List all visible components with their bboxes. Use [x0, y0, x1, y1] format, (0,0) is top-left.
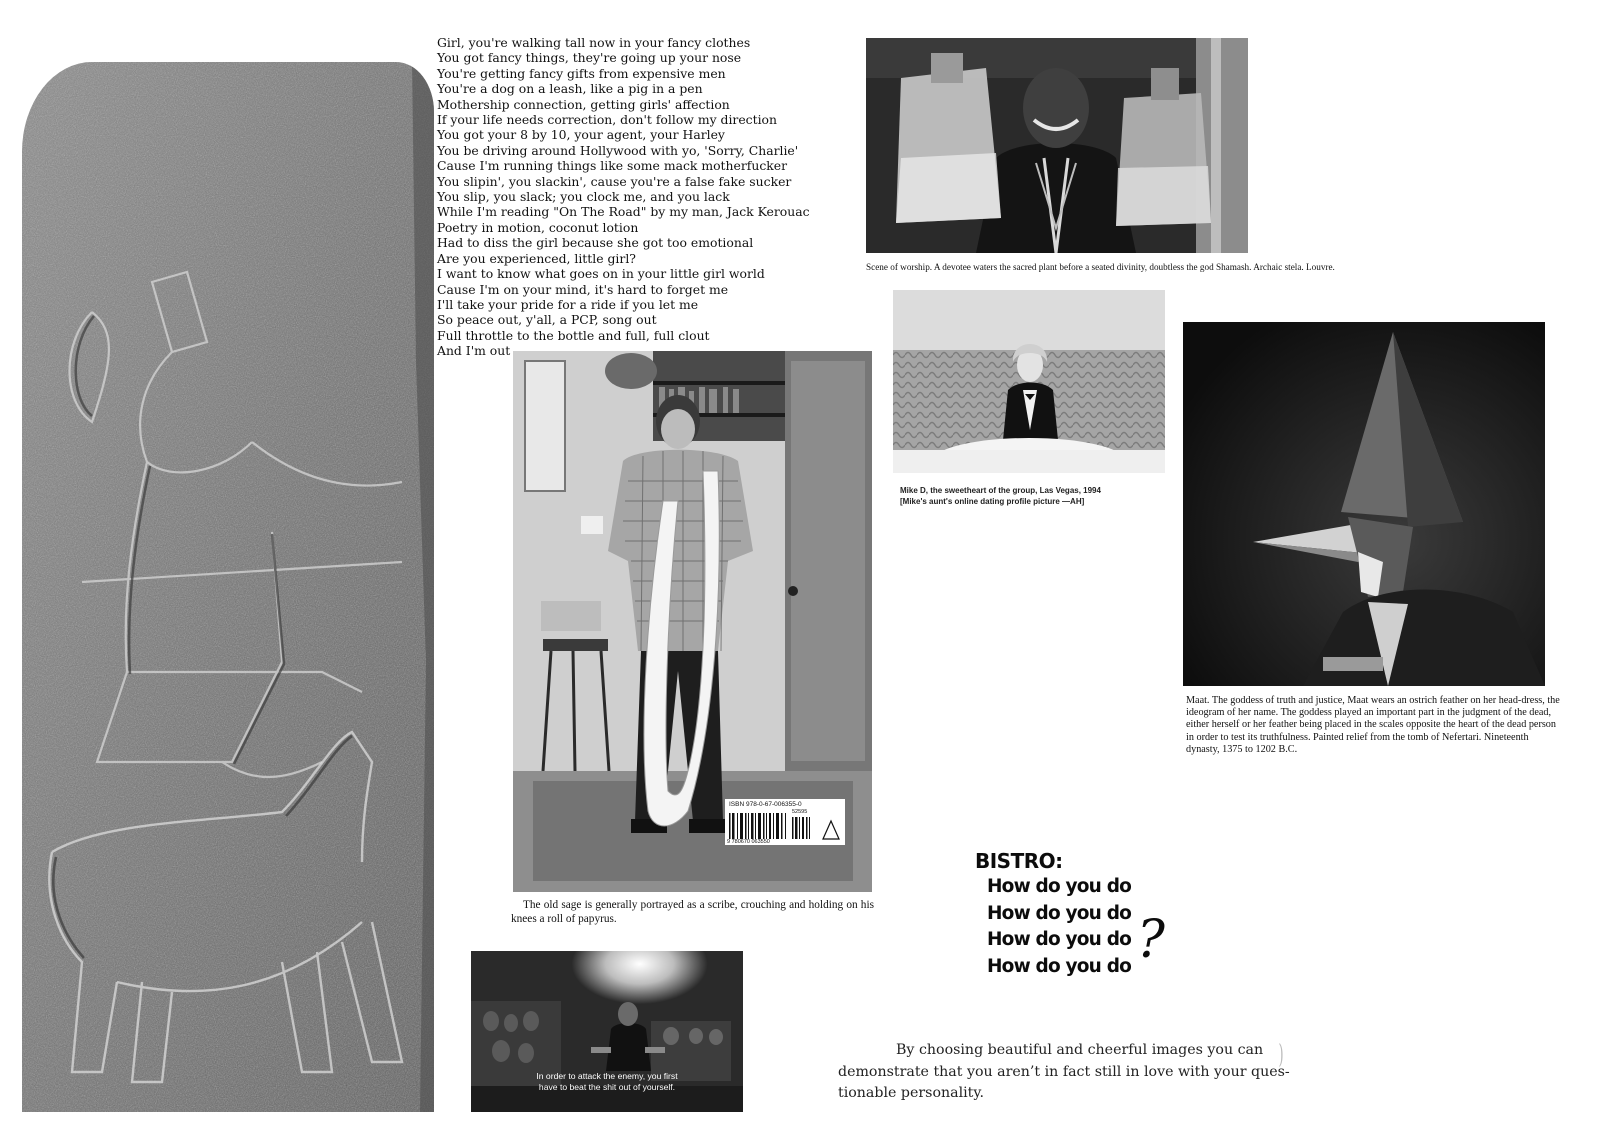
closing-line: demonstrate that you aren’t in fact still in love with your ques-: [838, 1063, 1290, 1080]
bistro-title: BISTRO:: [975, 849, 1063, 873]
lyric-line: You're getting fancy gifts from expensive men: [437, 65, 726, 81]
zizek-subtitle: [471, 1071, 743, 1093]
kerouac-scroll-photo: [513, 351, 872, 892]
lyrics-block: [437, 35, 867, 359]
closing-line: tionable personality.: [838, 1085, 984, 1101]
closing-paragraph: [838, 1040, 1290, 1105]
mike-d-caption: [900, 485, 1200, 507]
mike-d-caption-line2: [Mike's aunt's online dating profile picture —AH]: [900, 497, 1085, 506]
bistro-block: [975, 848, 1235, 980]
scribe-caption: The old sage is generally portrayed as a scribe, crouching and holding on his knees a roll of papyrus.: [511, 899, 874, 925]
maat-caption: Maat. The goddess of truth and justice, Maat wears an ostrich feather on her head-dress, the ideogram of her name. The goddess played an important part in the judgment of the dead, either herself or her feather being placed in the scales opposite the heart of the dead person in order to test its truthfulness. Painted relief from the tomb of Nefertari. Nineteenth dynasty, 1375 to 1202 B.C.: [1186, 695, 1560, 755]
lyric-line: Mothership connection, getting girls' affection: [437, 96, 730, 112]
bracket-mark-icon: ): [1278, 1040, 1284, 1070]
lyric-line: You slipin', you slackin', cause you're a false fake sucker: [437, 173, 792, 189]
mike-d-caption-line1: Mike D, the sweetheart of the group, Las Vegas, 1994: [900, 486, 1101, 495]
closing-line: By choosing beautiful and cheerful images you can: [896, 1042, 1264, 1058]
lyric-line: I'll take your pride for a ride if you let me: [437, 296, 699, 312]
lyric-line: You got fancy things, they're going up your nose: [437, 50, 742, 66]
bistro-line: How do you do: [987, 955, 1132, 977]
lyric-line: You're a dog on a leash, like a pig in a pen: [437, 81, 703, 97]
stela-relief-image: [22, 62, 434, 1112]
lyric-line: If your life needs correction, don't follow my direction: [437, 112, 777, 128]
lyric-line: Cause I'm on your mind, it's hard to forget me: [437, 281, 729, 297]
isbn-text: ISBN 978-0-67-006355-0: [729, 801, 802, 808]
lyric-line: I want to know what goes on in your little girl world: [437, 266, 765, 282]
mike-d-photo: [893, 290, 1165, 473]
barcode-number: 9 780670 063550: [727, 839, 770, 845]
bistro-line: How do you do: [987, 929, 1132, 950]
bistro-question-mark: ?: [1137, 910, 1165, 970]
lyric-line: Full throttle to the bottle and full, full clout: [437, 327, 710, 343]
price-code-text: 52595: [792, 809, 808, 815]
lyric-line: Cause I'm running things like some mack motherfucker: [437, 158, 788, 174]
maat-photo: [1183, 322, 1545, 686]
lyric-line: And I'm out: [437, 343, 511, 359]
lyric-line: Had to diss the girl because she got too emotional: [437, 235, 754, 251]
zizek-subtitle-line2: have to beat the shit out of yourself.: [538, 1082, 676, 1092]
zizek-film-still: [471, 951, 743, 1112]
lyric-line: You slip, you slack; you clock me, and you lack: [437, 189, 730, 205]
lyric-line: Poetry in motion, coconut lotion: [437, 219, 639, 235]
lyric-line: Girl, you're walking tall now in your fancy clothes: [437, 35, 751, 50]
devotee-caption: Scene of worship. A devotee waters the sacred plant before a seated divinity, doubtless the god Shamash. Archaic stela. Louvre.: [866, 262, 1335, 272]
zizek-subtitle-line1: In order to attack the enemy, you first: [536, 1071, 678, 1081]
lyric-line: So peace out, y'all, a PCP, song out: [437, 312, 657, 328]
lyric-line: While I'm reading "On The Road" by my man, Jack Kerouac: [437, 204, 810, 220]
lyric-line: You be driving around Hollywood with yo, 'Sorry, Charlie': [437, 142, 799, 158]
lyric-line: Are you experienced, little girl?: [437, 250, 636, 266]
bistro-line: How do you do: [987, 876, 1132, 897]
lyric-line: You got your 8 by 10, your agent, your Harley: [437, 127, 725, 143]
bistro-line: How do you do: [987, 902, 1132, 924]
devotee-photo: [866, 38, 1248, 253]
